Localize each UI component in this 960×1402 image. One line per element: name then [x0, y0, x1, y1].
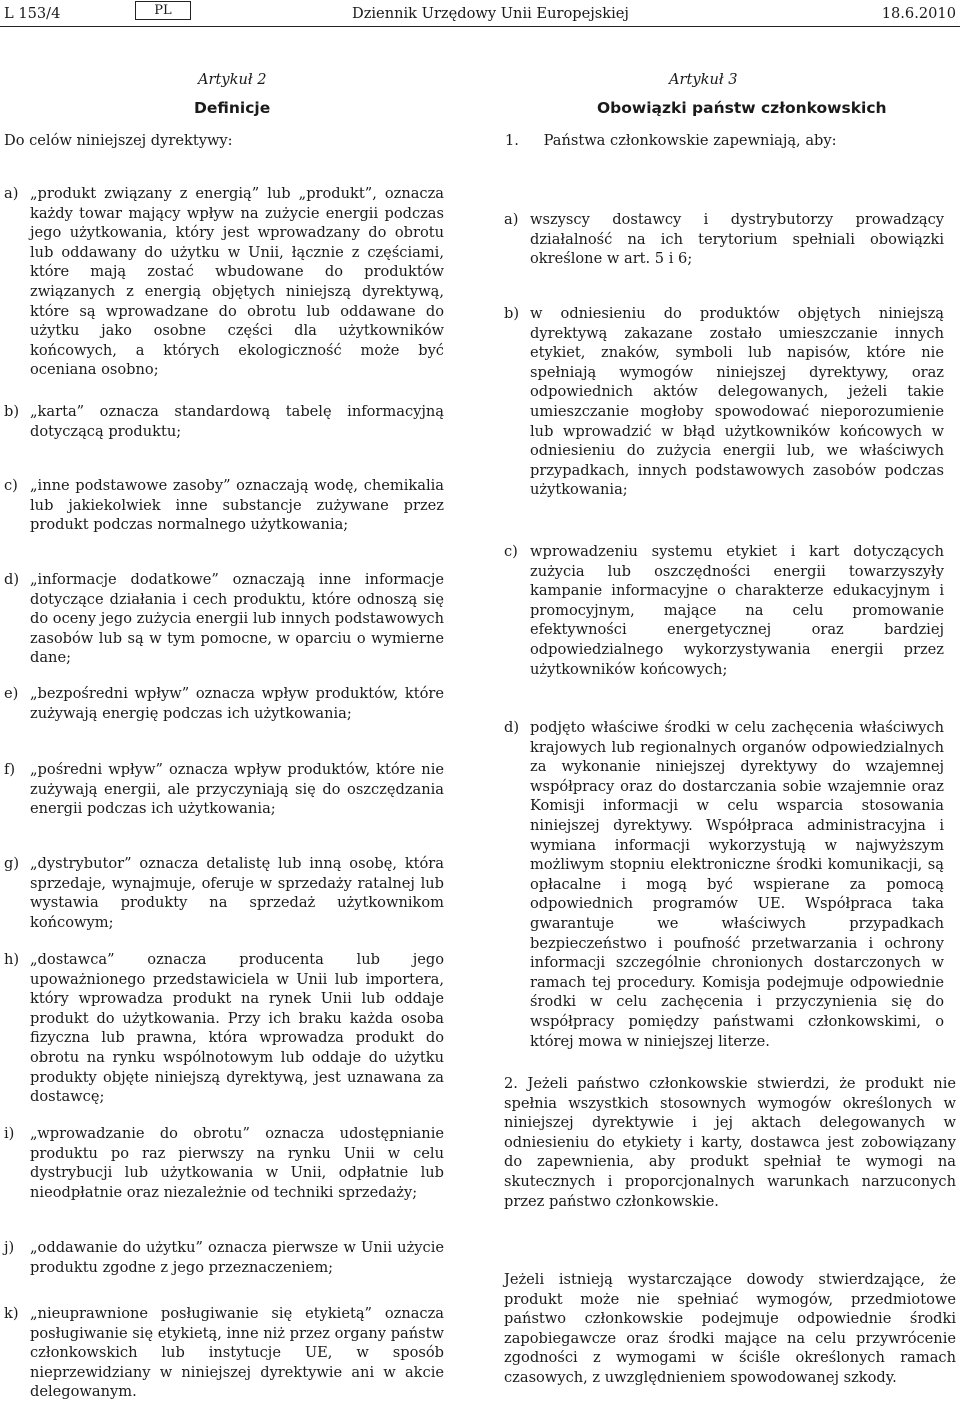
article-3-title: Obowiązki państw członkowskich	[597, 99, 887, 117]
list-item	[4, 950, 444, 1107]
item-text: „informacje dodatkowe” oznaczają inne informacje dotyczące działania i cech produktu, które odnoszą się do oceny jego zużycia energii lub innych podstawowych zasobów lub są w tym pomocne, w oparciu o wymierne dane;	[30, 571, 444, 667]
paragraph-number: 1.	[505, 132, 519, 149]
item-label: f)	[4, 761, 16, 778]
item-text: „dystrybutor” oznacza detalistę lub inną osobę, która sprzedaje, wynajmuje, oferuje w sprzedaży ratalnej lub wystawia produkty na sprzedaż użytkownikom końcowym;	[30, 855, 444, 931]
item-label: c)	[504, 543, 518, 560]
item-text: „pośredni wpływ” oznacza wpływ produktów, które nie zużywają energii, ale przyczyniają się do oszczędzania energii podczas ich użytkowania;	[30, 761, 444, 818]
item-label: j)	[4, 1239, 15, 1256]
article-3-number: Artykuł 3	[669, 71, 738, 88]
item-label: k)	[4, 1305, 19, 1322]
item-text: „oddawanie do użytku” oznacza pierwsze w Unii użycie produktu zgodne z jego przeznaczeniem;	[30, 1239, 444, 1276]
item-text: „karta” oznacza standardową tabelę informacyjną dotyczącą produktu;	[30, 403, 444, 440]
item-text: „wprowadzanie do obrotu” oznacza udostępnianie produktu po raz pierwszy na rynku Unii w celu dystrybucji lub użytkowania w Unii, odpłatnie lub nieodpłatnie oraz niezależnie od techniki sprzedaży;	[30, 1125, 444, 1201]
list-item	[504, 718, 944, 1051]
item-text: w odniesieniu do produktów objętych niniejszą dyrektywą zakazane zostało umieszczanie innych etykiet, znaków, symboli lub napisów, które nie spełniają wymogów niniejszej dyrektywy, oraz odpowiednich aktów delegowanych, jeżeli takie umieszczanie mogłoby spowodować nieporozumienie lub wprowadzić w błąd użytkowników końcowych w odniesieniu do zużycia energii lub, we właściwych przypadkach, innych podstawowych zasobów podczas użytkowania;	[530, 305, 944, 499]
list-item	[4, 854, 444, 932]
article-2-title: Definicje	[194, 99, 271, 117]
list-item	[4, 1238, 444, 1277]
paragraph-2: 2. Jeżeli państwo członkowskie stwierdzi, że produkt nie spełnia wszystkich stosownych wymogów określonych w niniejszej dyrektywie i jej aktach delegowanych w odniesieniu do etykiety i karty, dostawca jest zobowiązany do zapewnienia, aby produkt spełniał te wymogi na skutecznych i proporcjonalnych warunkach narzuconych przez państwo członkowskie.	[504, 1075, 956, 1210]
list-item	[4, 684, 444, 723]
list-item	[4, 476, 444, 535]
item-label: d)	[4, 571, 20, 588]
item-label: a)	[4, 185, 19, 202]
list-item	[4, 570, 444, 668]
item-text: wszyscy dostawcy i dystrybutorzy prowadzący działalność na ich terytorium spełniali obowiązki określone w art. 5 i 6;	[530, 211, 944, 268]
item-text: podjęto właściwe środki w celu zachęcenia właściwych krajowych lub regionalnych organów odpowiedzialnych za wykonanie niniejszej dyrektywy do wzajemnej współpracy oraz do dostarczania sobie wzajemnie oraz Komisji informacji w celu wsparcia stosowania niniejszej dyrektywy. Współpraca administracyjna i wymiana informacji wykorzystują w najwyższym możliwym stopniu elektroniczne środki komunikacji, są opłacalne i mogą być wspierane za pomocą odpowiednich programów UE. Współpraca taka gwarantuje we właściwych przypadkach bezpieczeństwo i poufność przetwarzania i ochrony informacji szczególnie chronionych dostarczonych w ramach tej procedury. Komisja podejmuje odpowiednie środki w celu zachęcenia i przyczynienia się do współpracy pomiędzy państwami członkowskimi, o której mowa w niniejszej literze.	[530, 719, 944, 1050]
article-3-intro	[505, 131, 837, 151]
list-item	[4, 402, 444, 441]
item-text: „nieuprawnione posługiwanie się etykietą” oznacza posługiwanie się etykietą, inne niż przez organy państw członkowskich lub instytucje UE, w sposób nieprzewidziany w niniejszej dyrektywie ani w akcie delegowanym.	[30, 1305, 444, 1401]
list-item	[4, 760, 444, 819]
item-text: „inne podstawowe zasoby” oznaczają wodę, chemikalia lub jakiekolwiek inne substancje zużywane przez produkt podczas normalnego użytkowania;	[30, 477, 444, 534]
article-2-intro: Do celów niniejszej dyrektywy:	[4, 132, 233, 149]
list-item	[4, 1304, 444, 1402]
item-label: e)	[4, 685, 19, 702]
paragraph-3: Jeżeli istnieją wystarczające dowody stwierdzające, że produkt może nie spełniać wymogów, przedmiotowe państwo członkowskie podejmuje odpowiednie środki zapobiegawcze oraz środki mające na celu przywrócenie zgodności z wymogami w ściśle określonych ramach czasowych, z uwzględnieniem spowodowanej szkody.	[504, 1271, 956, 1386]
page-number: L 153/4	[4, 5, 61, 22]
journal-title: Dziennik Urzędowy Unii Europejskiej	[352, 5, 629, 22]
item-text: „dostawca” oznacza producenta lub jego upoważnionego przedstawiciela w Unii lub importera, który wprowadza produkt na rynek Unii lub oddaje produkt do użytkowania. Przy ich braku każda osoba fizyczna lub prawna, która wprowadza produkt do obrotu na rynku wspólnotowym lub oddaje do użytku produkty objęte niniejszą dyrektywą, jest uznawana za dostawcę;	[30, 951, 444, 1106]
item-label: i)	[4, 1125, 15, 1142]
item-text: „produkt związany z energią” lub „produkt”, oznacza każdy towar mający wpływ na zużycie energii podczas jego użytkowania, który jest wprowadzany do obrotu lub oddawany do użytku w Unii, łącznie z częściami, które mają zostać wbudowane do produktów związanych z energią objętych niniejszą dyrektywą, które są wprowadzane do obrotu lub oddawane do użytku jako osobne części dla użytkowników końcowych, a których ekologiczność może być oceniana osobno;	[30, 185, 444, 379]
list-item	[4, 184, 444, 380]
list-item	[504, 304, 944, 500]
item-text: wprowadzeniu systemu etykiet i kart dotyczących zużycia lub oszczędności energii towarzyszyły kampanie informacyjne o charakterze edukacyjnym i promocyjnym, mające na celu promowanie efektywności energetycznej oraz bardziej odpowiedzialnego wykorzystywania energii przez użytkowników końcowych;	[530, 543, 944, 678]
item-label: g)	[4, 855, 20, 872]
item-text: „bezpośredni wpływ” oznacza wpływ produktów, które zużywają energię podczas ich użytkowania;	[30, 685, 444, 722]
page-header	[0, 0, 960, 27]
list-item	[4, 1124, 444, 1202]
article-3-intro-text: Państwa członkowskie zapewniają, aby:	[543, 132, 837, 149]
publication-date: 18.6.2010	[881, 5, 956, 22]
item-label: c)	[4, 477, 18, 494]
item-label: b)	[504, 305, 520, 322]
article-2-number: Artykuł 2	[198, 71, 267, 88]
list-item	[504, 542, 944, 679]
item-label: h)	[4, 951, 20, 968]
list-item	[504, 210, 944, 269]
language-box: PL	[135, 1, 191, 20]
item-label: a)	[504, 211, 519, 228]
item-label: b)	[4, 403, 20, 420]
item-label: d)	[504, 719, 520, 736]
